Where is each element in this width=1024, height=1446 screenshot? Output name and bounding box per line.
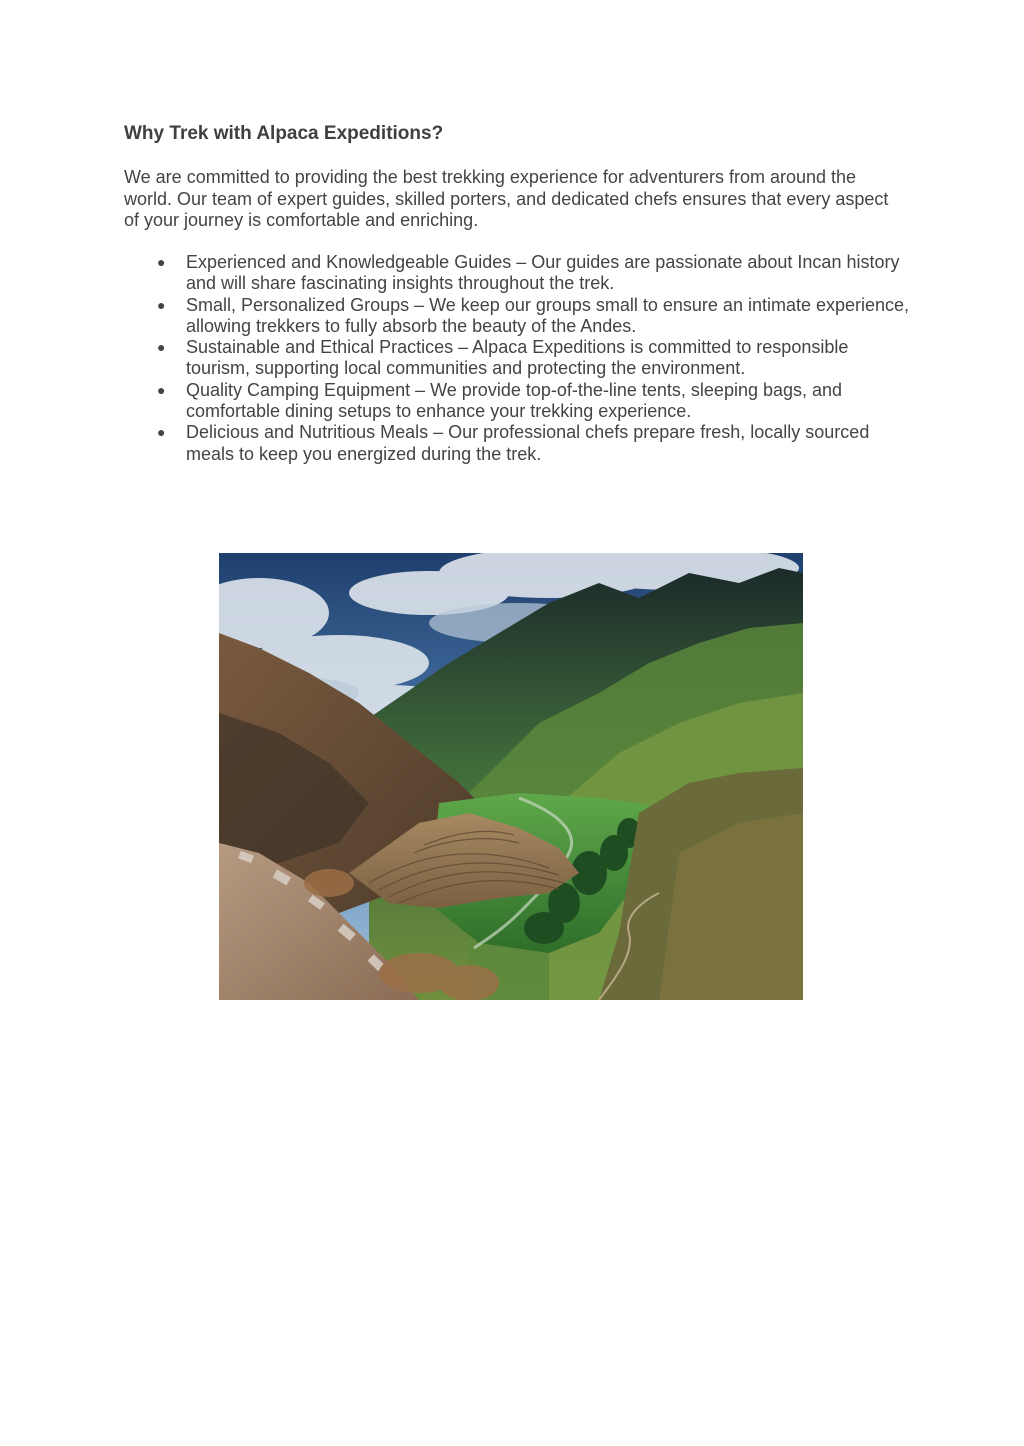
intro-paragraph: We are committed to providing the best trekking experience for adventurers from around the world. Our team of expert guides, skilled porters, and dedicated chefs ensures that every aspect of your journey is comfortable and enriching.	[124, 167, 889, 230]
bullet-icon: ●	[157, 339, 166, 356]
list-item-text: Small, Personalized Groups – We keep our groups small to ensure an intimate experience, allowing trekkers to fully absorb the beauty of the Andes.	[186, 294, 910, 336]
list-item	[124, 380, 914, 423]
list-item	[124, 252, 914, 295]
bullet-icon: ●	[157, 424, 166, 441]
benefits-list	[124, 252, 914, 465]
list-item-text: Sustainable and Ethical Practices – Alpaca Expeditions is committed to responsible tourism, supporting local communities and protecting the environment.	[186, 337, 849, 379]
list-item	[124, 295, 914, 338]
mountain-valley-illustration	[219, 553, 803, 1000]
list-item-text: Quality Camping Equipment – We provide top-of-the-line tents, sleeping bags, and comfortable dining setups to enhance your trekking experience.	[186, 379, 843, 422]
bullet-icon: ●	[157, 296, 166, 313]
section-heading: Why Trek with Alpaca Expeditions?	[124, 123, 444, 144]
bullet-icon: ●	[157, 381, 166, 398]
list-item-text: Experienced and Knowledgeable Guides – Our guides are passionate about Incan history and will share fascinating insights throughout the trek.	[186, 252, 900, 294]
list-item	[124, 337, 914, 380]
valley-photo	[219, 553, 803, 1000]
bullet-icon: ●	[157, 254, 166, 270]
list-item-text: Delicious and Nutritious Meals – Our professional chefs prepare fresh, locally sourced meals to keep you energized during the trek.	[186, 422, 870, 464]
list-item	[124, 422, 914, 465]
